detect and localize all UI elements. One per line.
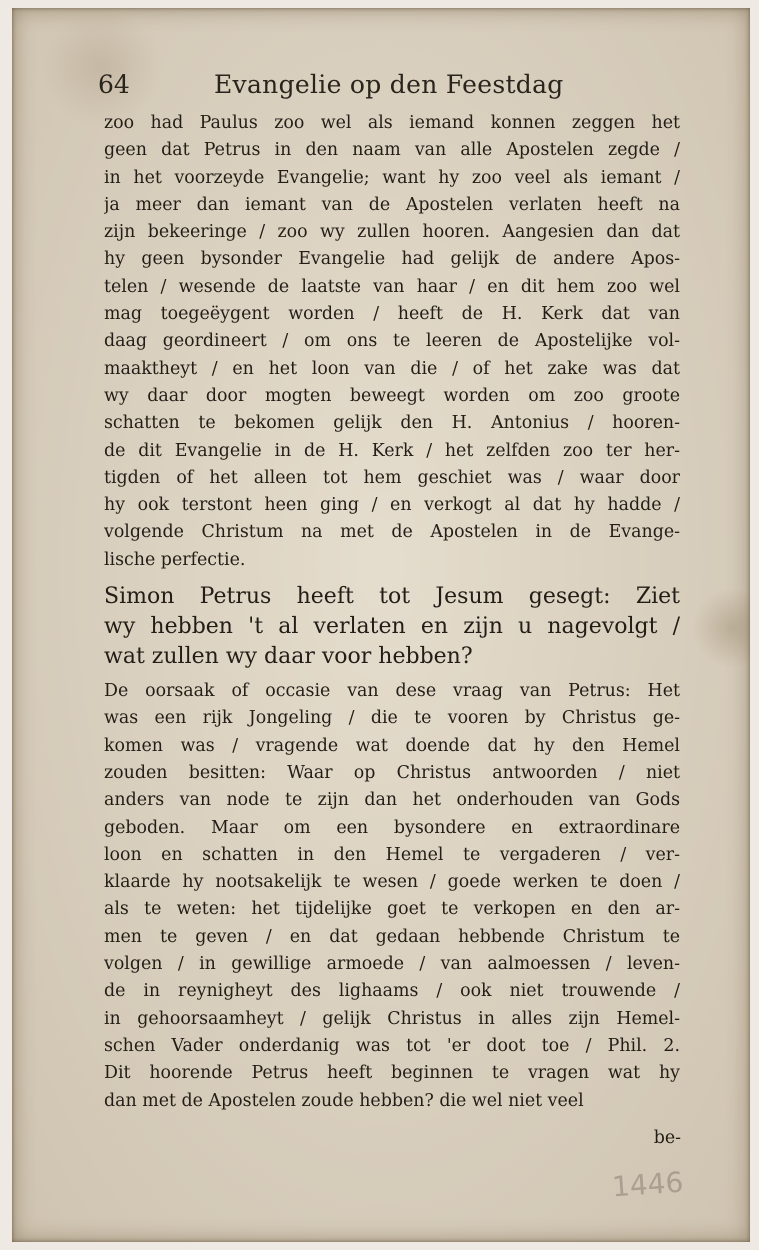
text-line: zijn bekeeringe / zoo wy zullen hooren. Aangesien dan dat: [104, 222, 680, 243]
text-line: geen dat Petrus in den naam van alle Apostelen zegde /: [104, 140, 680, 161]
text-line: mag toegeëygent worden / heeft de H. Kerk dat van: [104, 304, 680, 325]
text-block: [104, 110, 680, 1115]
text-line: men te geven / en dat gedaan hebbende Christum te: [104, 926, 680, 947]
text-line: ja meer dan iemant van de Apostelen verlaten heeft na: [104, 194, 680, 215]
text-line: maaktheyt / en het loon van die / of het zake was dat: [104, 358, 680, 379]
text-line: telen / wesende de laatste van haar / en dit hem zoo wel: [104, 276, 680, 297]
text-line: volgen / in gewillige armoede / van aalmoessen / leven-: [104, 954, 680, 975]
catchword: be-: [653, 1128, 681, 1148]
page-number: 64: [98, 70, 130, 99]
text-line: zoo had Paulus zoo wel als iemand konnen zeggen het: [104, 113, 680, 133]
text-line: hy ook terstont heen ging / en verkogt al dat hy hadde /: [104, 495, 680, 516]
heading-line: Simon Petrus heeft tot Jesum gesegt: Ziet: [104, 584, 680, 610]
text-line: lische perfectie.: [104, 549, 246, 570]
text-line: wy daar door mogten beweegt worden om zoo groote: [104, 385, 680, 406]
text-line: anders van node te zijn dan het onderhouden van Gods: [104, 790, 680, 811]
text-line: tigden of het alleen tot hem geschiet was / waar door: [104, 467, 680, 488]
text-line: schatten te bekomen gelijk den H. Antonius / hooren-: [104, 413, 680, 434]
text-line: De oorsaak of occasie van dese vraag van Petrus: Het: [104, 681, 680, 702]
text-line: als te weten: het tijdelijke goet te verkopen en den ar-: [104, 899, 680, 920]
text-line: daag geordineert / om ons te leeren de Apostelijke vol-: [104, 331, 680, 352]
text-line: was een rijk Jongeling / die te vooren by Christus ge-: [104, 708, 680, 729]
text-line: hy geen bysonder Evangelie had gelijk de andere Apos-: [104, 249, 680, 270]
heading-line: wy hebben 't al verlaten en zijn u nagevolgt /: [104, 614, 680, 640]
text-line: klaarde hy nootsakelijk te wesen / goede werken te doen /: [104, 872, 680, 893]
text-line: zouden besitten: Waar op Christus antwoorden / niet: [104, 762, 680, 783]
text-line: de in reynigheyt des lighaams / ook niet trouwende /: [104, 981, 680, 1002]
heading-line: wat zullen wy daar voor hebben?: [104, 644, 473, 670]
text-line: schen Vader onderdanig was tot 'er doot toe / Phil. 2.: [104, 1035, 680, 1056]
text-line: Dit hoorende Petrus heeft beginnen te vragen wat hy: [104, 1063, 680, 1084]
text-line: dan met de Apostelen zoude hebben? die wel niet veel: [104, 1090, 584, 1111]
pencil-shelfmark: 1446: [610, 1165, 685, 1204]
text-line: loon en schatten in den Hemel te vergaderen / ver-: [104, 844, 680, 865]
text-line: komen was / vragende wat doende dat hy den Hemel: [104, 735, 680, 756]
running-title: Evangelie op den Feestdag: [214, 70, 564, 99]
text-line: geboden. Maar om een bysondere en extraordinare: [104, 817, 680, 838]
text-line: in het voorzeyde Evangelie; want hy zoo veel als iemant /: [104, 167, 680, 188]
page-header: [98, 70, 598, 106]
paragraph-2: [104, 678, 680, 1115]
paragraph-1: [104, 110, 680, 574]
text-line: de dit Evangelie in de H. Kerk / het zelfden zoo ter her-: [104, 440, 680, 461]
text-line: volgende Christum na met de Apostelen in de Evange-: [104, 522, 680, 543]
section-heading: [104, 582, 680, 672]
text-line: in gehoorsaamheyt / gelijk Christus in alles zijn Hemel-: [104, 1008, 680, 1029]
